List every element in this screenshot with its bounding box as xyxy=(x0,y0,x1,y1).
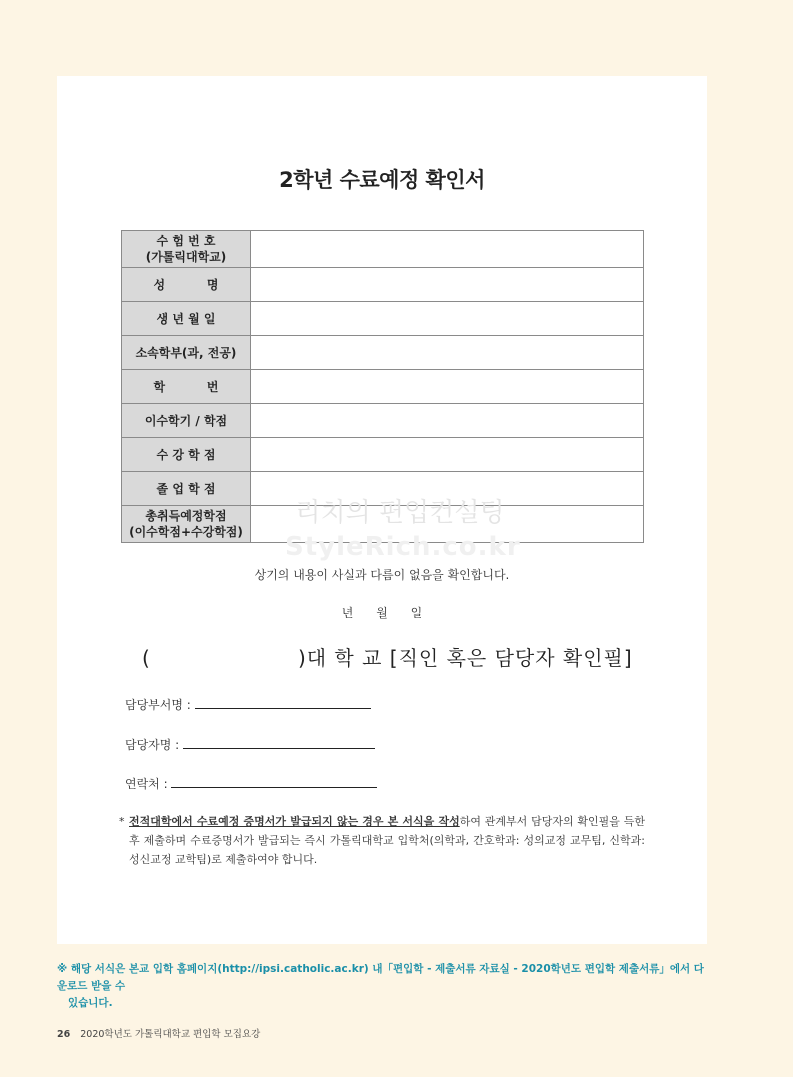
download-footnote xyxy=(57,961,707,1012)
form-label: 학 번 xyxy=(122,370,251,404)
footnote-line-1: ※ 해당 서식은 본교 입학 홈페이지(http://ipsi.catholic.ac.kr) 내「편입학 - 제출서류 자료실 - 2020학년도 편입학 제출서류」에서 다운로드 받을 수 xyxy=(57,963,704,992)
signature-blank[interactable] xyxy=(195,698,371,709)
form-value-cell[interactable] xyxy=(251,336,644,370)
signature-blank[interactable] xyxy=(183,738,375,749)
signature-label: 연락처 : xyxy=(125,777,168,791)
form-row-enrolled-credits xyxy=(122,438,644,472)
form-row-name xyxy=(122,268,644,302)
form-value-cell[interactable] xyxy=(251,438,644,472)
page-title: 2학년 수료예정 확인서 xyxy=(279,168,485,192)
form-value-cell[interactable] xyxy=(251,302,644,336)
note-text: 하여 관계부서 담당자의 확인필을 득한 후 제출하며 수료증명서가 발급되는 즉시 가톨릭대학교 입학처(의학과, 간호학과: 성의교정 교무팀, 신학과: 성신교정 교학팀)로 제출하여야 합니다. xyxy=(129,815,645,866)
form-value-cell[interactable] xyxy=(251,404,644,438)
university-seal-line: ( )대 학 교 [직인 혹은 담당자 확인필] xyxy=(142,646,633,670)
form-label: 이수학기 / 학점 xyxy=(122,404,251,438)
confirm-statement: 상기의 내용이 사실과 다름이 없음을 확인합니다. xyxy=(254,568,510,582)
form-row-birthdate xyxy=(122,302,644,336)
signature-person[interactable] xyxy=(125,736,375,753)
form-label: 성 명 xyxy=(122,268,251,302)
form-row-graduation-credits xyxy=(122,472,644,506)
form-label: 소속학부(과, 전공) xyxy=(122,336,251,370)
note-emphasis: 전적대학에서 수료예정 증명서가 발급되지 않는 경우 본 서식을 작성 xyxy=(129,815,460,828)
watermark: 리치의 편입컨설팅 StyleRich.co.kr xyxy=(285,498,521,562)
form-row-total-credits xyxy=(122,506,644,543)
date-line: 년 월 일 xyxy=(341,606,423,620)
form-value-cell[interactable] xyxy=(251,506,644,543)
signature-label: 담당자명 : xyxy=(125,738,180,752)
form-label: 생 년 월 일 xyxy=(122,302,251,336)
form-row-student-id xyxy=(122,370,644,404)
footer-text: 2020학년도 가톨릭대학교 편입학 모집요강 xyxy=(80,1029,261,1040)
form-label: 수 험 번 호 (가톨릭대학교) xyxy=(122,231,251,268)
signature-department[interactable] xyxy=(125,696,371,713)
signature-blank[interactable] xyxy=(171,777,377,788)
form-value-cell[interactable] xyxy=(251,268,644,302)
signature-label: 담당부서명 : xyxy=(125,698,191,712)
note-asterisk: * xyxy=(119,815,125,828)
signature-contact[interactable] xyxy=(125,775,377,792)
form-label: 총취득예정학점 (이수학점+수강학점) xyxy=(122,506,251,543)
form-value-cell[interactable] xyxy=(251,231,644,268)
form-value-cell[interactable] xyxy=(251,472,644,506)
footnote-line-2: 있습니다. xyxy=(68,997,113,1009)
form-row-department xyxy=(122,336,644,370)
form-sheet xyxy=(57,76,707,944)
form-value-cell[interactable] xyxy=(251,370,644,404)
form-row-semesters-credits xyxy=(122,404,644,438)
info-form-table xyxy=(121,230,644,543)
form-label: 졸 업 학 점 xyxy=(122,472,251,506)
instruction-note xyxy=(119,812,645,869)
page-footer xyxy=(57,1026,260,1040)
form-label: 수 강 학 점 xyxy=(122,438,251,472)
form-row-exam-number xyxy=(122,231,644,268)
page-number: 26 xyxy=(57,1029,71,1040)
